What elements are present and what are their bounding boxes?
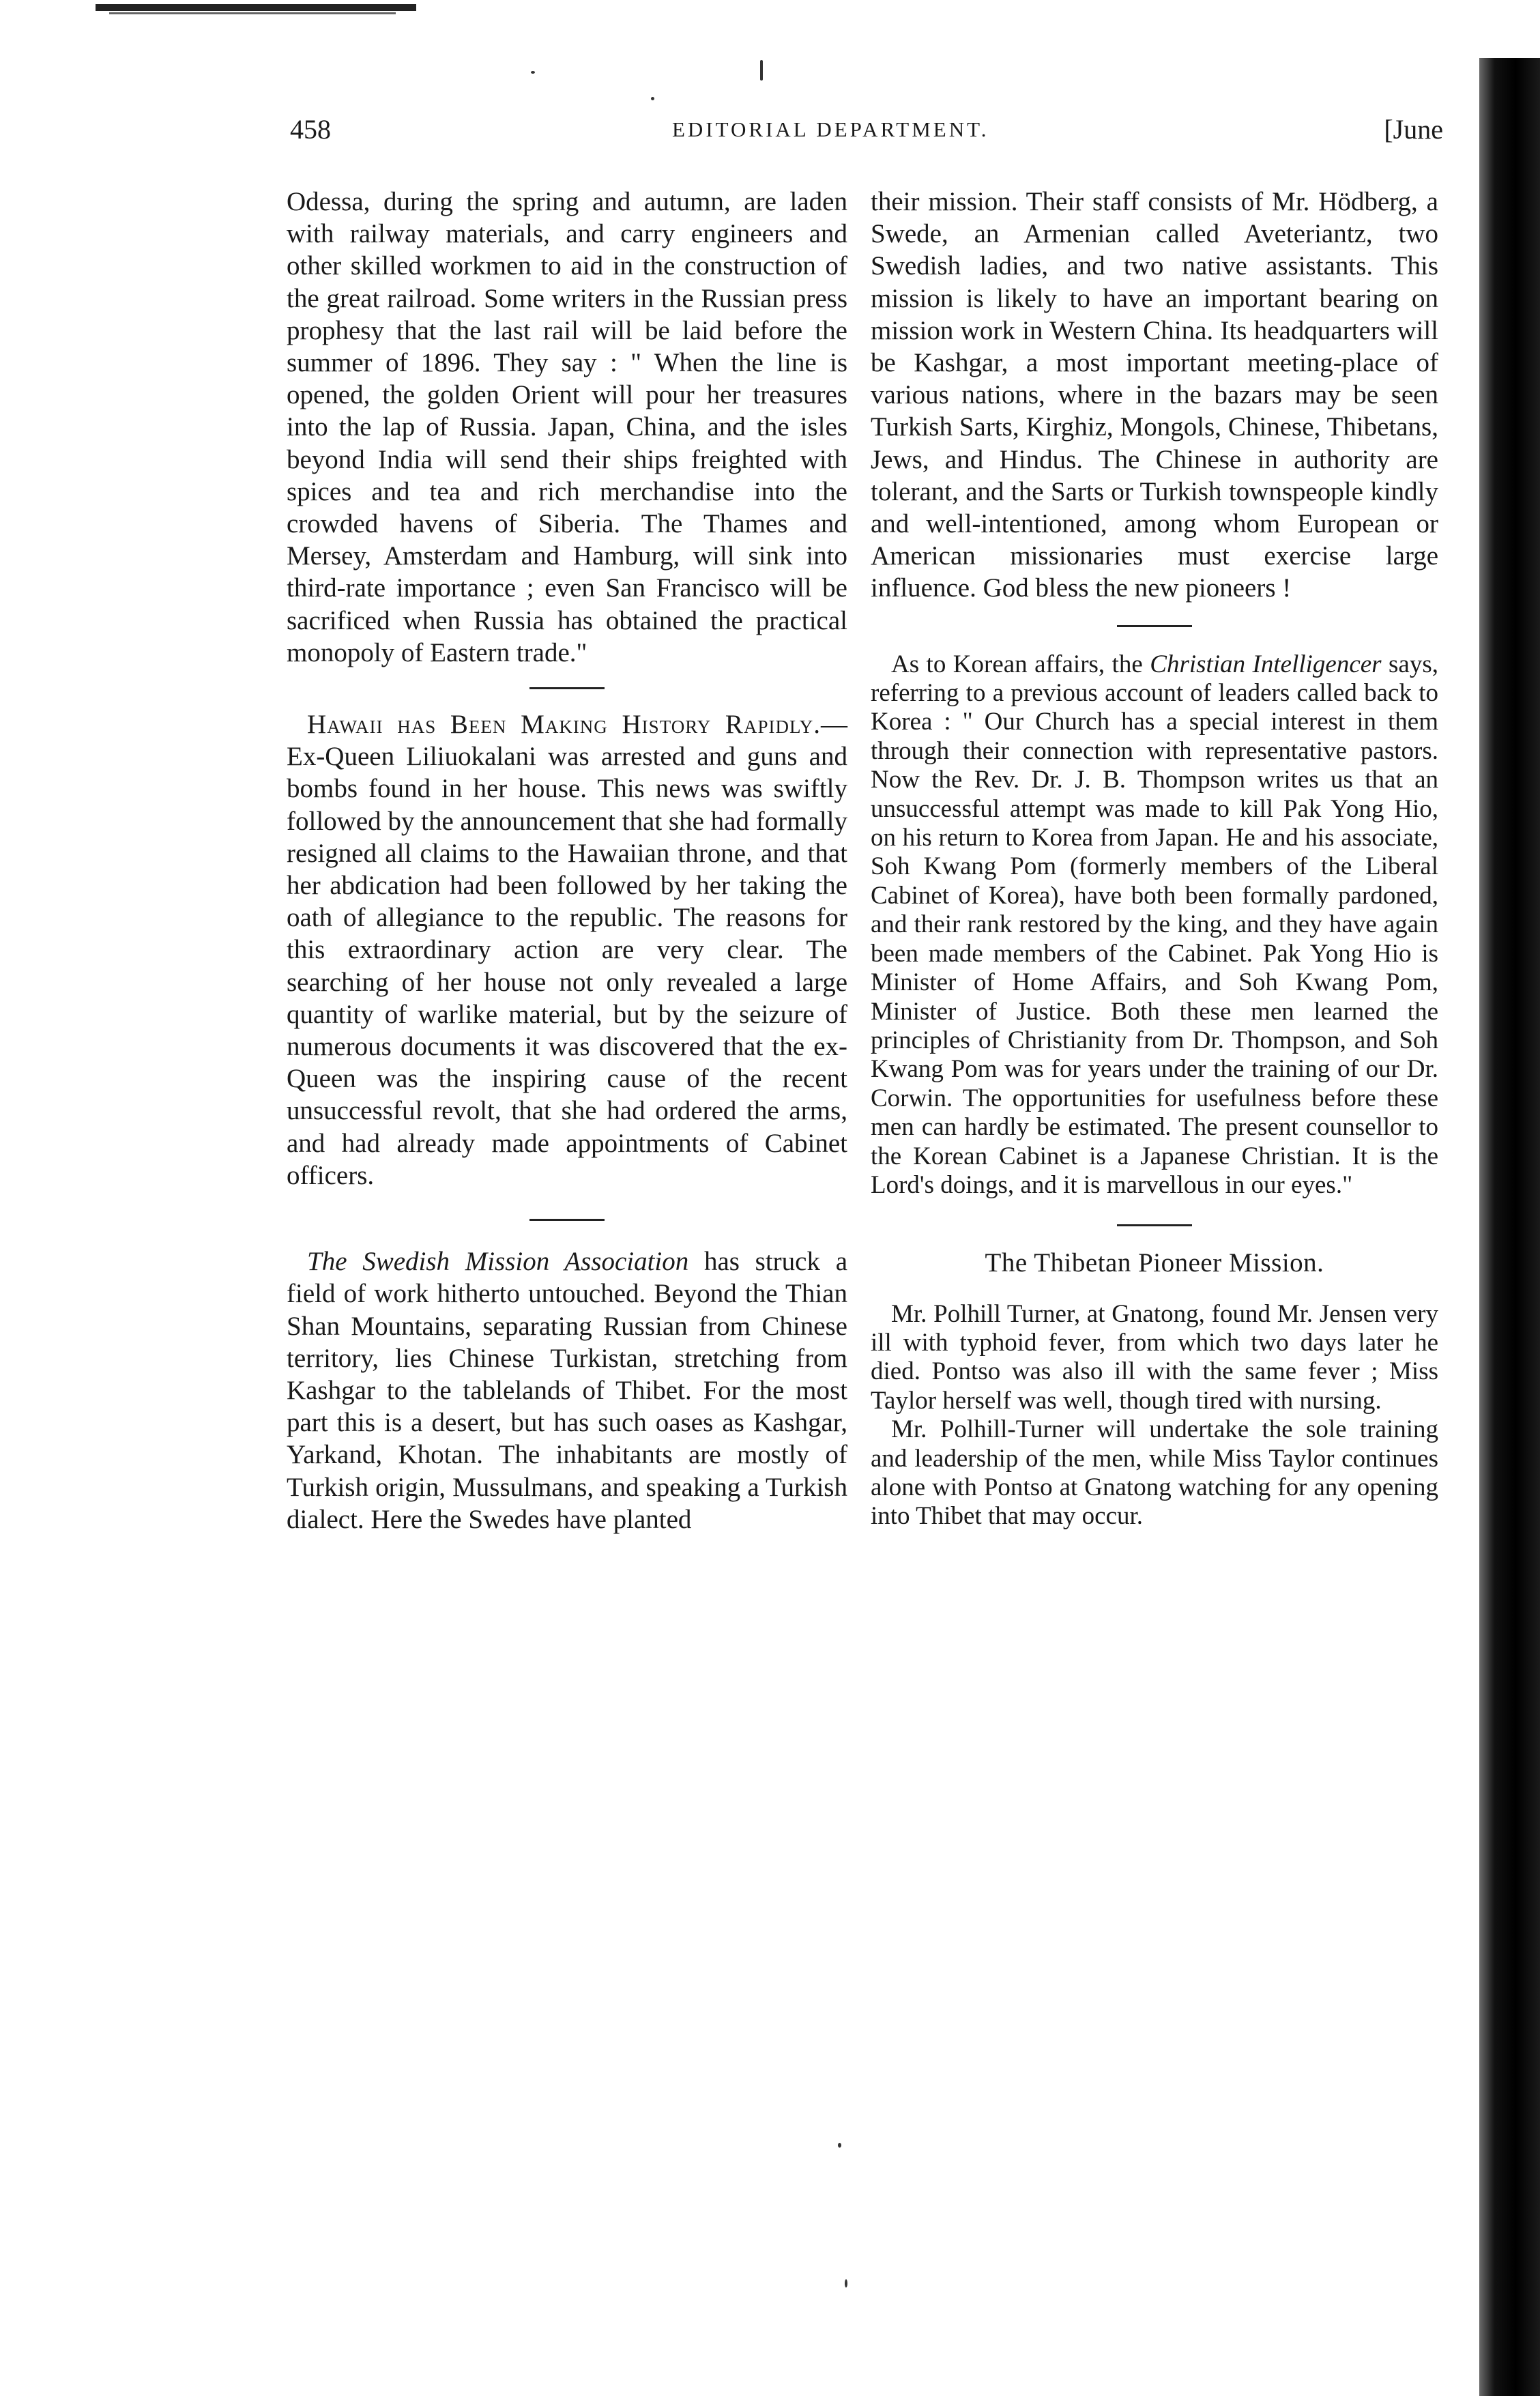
swedish-mission-paragraph bbox=[287, 1245, 847, 1535]
korea-source: Christian Intelligencer bbox=[1150, 650, 1382, 678]
hawaii-paragraph bbox=[287, 708, 847, 1192]
section-divider bbox=[529, 1219, 605, 1221]
scan-speck bbox=[838, 2143, 841, 2148]
issue-month: [June bbox=[1384, 114, 1443, 145]
mission-staff-paragraph: their mission. Their staff consists of Mr. Hödberg, a Swede, an Armenian called Aveteriantz, two Swedish ladies, and two native assistants. This mission is likely to have an important bearing on mission work in Western China. Its headquarters will be Kashgar, a most important meeting-place of various nations, where in the bazars may be seen Turkish Sarts, Kirghiz, Mongols, Chinese, Thibetans, Jews, and Hindus. The Chinese in authority are tolerant, and the Sarts or Turkish townspeople kindly and well-intentioned, among whom European or American missionaries must exercise large influence. God bless the new pioneers ! bbox=[871, 187, 1438, 603]
odessa-paragraph: Odessa, during the spring and autumn, are laden with railway materials, and carry engineers and other skilled workmen to aid in the construction of the great railroad. Some writers in the Russian press prophesy that the last rail will be laid before the summer of 1896. They say : " When the line is opened, the golden Orient will pour her treasures into the lap of Russia. Japan, China, and the isles beyond India will send their ships freighted with spices and tea and rich merchandise into the crowded havens of Siberia. The Thames and Mersey, Amsterdam and Hamburg, will sink into third-rate importance ; even San Francisco will be sacrificed when Russia has obtained the practical monopoly of Eastern trade." bbox=[287, 187, 847, 667]
korea-paragraph bbox=[871, 650, 1438, 1200]
scan-speck bbox=[845, 2279, 847, 2287]
section-divider bbox=[1117, 625, 1192, 627]
page-number: 458 bbox=[290, 114, 331, 145]
thibetan-heading: The Thibetan Pioneer Mission. bbox=[985, 1248, 1324, 1278]
scan-edge-shadow bbox=[1479, 58, 1540, 2396]
section-divider bbox=[1117, 1224, 1192, 1226]
swedish-mission-lead: The Swedish Mission Association bbox=[307, 1247, 689, 1277]
thibetan-paragraph-2: Mr. Polhill-Turner will undertake the sole training and leadership of the men, while Miss Taylor continues alone with Pontso at Gnatong watching for any opening into Thibet that may occur. bbox=[871, 1415, 1438, 1531]
hawaii-heading: Hawaii has Been Making History Rapidly. bbox=[307, 710, 821, 740]
thibetan-paragraph-1: Mr. Polhill Turner, at Gnatong, found Mr. Jensen very ill with typhoid fever, from which two days later he died. Pontso was also ill with the same fever ; Miss Taylor herself was well, though tired with nursing. bbox=[871, 1299, 1438, 1415]
top-scan-rule-thin bbox=[109, 12, 396, 14]
swedish-mission-text: has struck a field of work hitherto untouched. Beyond the Thian Shan Mountains, separating Russian from Chinese territory, lies Chinese Turkistan, stretching from Kashgar to the tablelands of Thibet. For the most part this is a desert, but has such oases as Kashgar, Yarkand, Khotan. The inhabitants are mostly of Turkish origin, Mussulmans, and speaking a Turkish dialect. Here the Swedes have planted bbox=[287, 1247, 847, 1534]
korea-text: says, referring to a previous account of leaders called back to Korea : " Our Church has a special interest in them through their connection with representative pastors. Now the Rev. Dr. J. B. Thompson writes us that an unsuccessful attempt was made to kill Pak Yong Hio, on his return to Korea from Japan. He and his associate, Soh Kwang Pom (formerly members of the Liberal Cabinet of Korea), have both been formally pardoned, and their rank restored by the king, and they have again been made members of the Cabinet. Pak Yong Hio is Minister of Home Affairs, and Soh Kwang Pom, Minister of Justice. Both these men learned the principles of Christianity from Dr. Thompson, and Soh Kwang Pom was for years under the training of our Dr. Corwin. The opportunities for usefulness before these men can hardly be estimated. The present counsellor to the Korean Cabinet is a Japanese Christian. It is the Lord's doings, and it is marvellous in our eyes." bbox=[871, 650, 1438, 1199]
scan-speck bbox=[531, 71, 535, 74]
right-column bbox=[871, 186, 1438, 1531]
running-head bbox=[290, 113, 1443, 154]
scan-speck bbox=[760, 60, 763, 81]
top-scan-rule bbox=[96, 4, 416, 11]
section-title: EDITORIAL DEPARTMENT. bbox=[672, 117, 989, 141]
section-divider bbox=[529, 687, 605, 689]
left-column bbox=[287, 186, 847, 1535]
hawaii-text: —Ex-Queen Liliuokalani was arrested and guns and bombs found in her house. This news was swiftly followed by the announcement that she had formally resigned all claims to the Hawaiian throne, and that her abdication had been followed by her taking the oath of allegiance to the republic. The reasons for this extraordinary action are very clear. The searching of her house not only revealed a large quantity of warlike material, but by the seizure of numerous documents it was discovered that the ex-Queen was the inspiring cause of the recent unsuccessful revolt, that she had ordered the arms, and had already made appointments of Cabinet officers. bbox=[287, 710, 848, 1190]
korea-intro: As to Korean affairs, the bbox=[891, 650, 1150, 678]
scan-speck bbox=[651, 97, 654, 100]
